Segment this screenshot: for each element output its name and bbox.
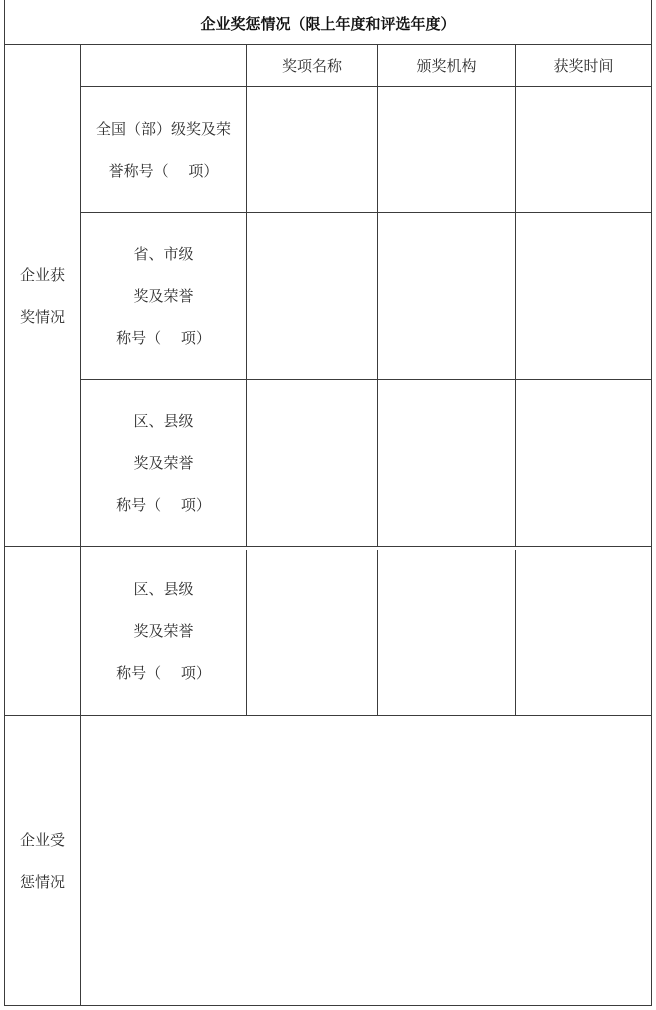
row-label-line: 誉称号（ 项） xyxy=(108,161,219,180)
form-title: 企业奖惩情况（限上年度和评选年度） xyxy=(200,14,456,33)
row-district-award-name-cell[interactable] xyxy=(247,380,377,546)
table-bottom-border xyxy=(4,1005,652,1006)
awards-label-line2: 奖情况 xyxy=(19,307,65,326)
row4-side-blank xyxy=(5,547,80,715)
row-label-line: 称号（ 项） xyxy=(116,496,211,514)
row-provincial-label xyxy=(81,213,246,379)
row-label-line: 奖及荣誉 xyxy=(133,454,194,472)
row-label-line: 奖及荣誉 xyxy=(133,622,194,640)
header-category-blank xyxy=(81,45,246,86)
table-right-border xyxy=(651,0,652,1006)
punish-label-line1: 企业受 xyxy=(19,830,65,849)
punish-label-line2: 惩情况 xyxy=(19,872,65,891)
row-label-line: 全国（部）级奖及荣 xyxy=(95,119,231,138)
row-national-label xyxy=(81,87,246,212)
header-issuer: 颁奖机构 xyxy=(416,57,477,75)
row-label-line: 省、市级 xyxy=(133,245,194,263)
row-label-line: 称号（ 项） xyxy=(116,329,211,347)
row-label-line: 区、县级 xyxy=(133,580,194,598)
row-district-2-label xyxy=(81,547,246,715)
awards-label-line1: 企业获 xyxy=(19,265,65,284)
row-national-issuer-cell[interactable] xyxy=(378,87,515,212)
row-provincial-award-name-cell[interactable] xyxy=(247,213,377,379)
row-district-2-award-name-cell[interactable] xyxy=(247,550,377,715)
punish-section-label xyxy=(5,716,80,1005)
row-district-label xyxy=(81,380,246,546)
row-national-award-name-cell[interactable] xyxy=(247,87,377,212)
punish-content-cell[interactable] xyxy=(81,716,651,1005)
header-award-time: 获奖时间 xyxy=(553,57,614,75)
row-label-line: 称号（ 项） xyxy=(116,664,211,682)
awards-section-label xyxy=(5,45,80,546)
row-district-time-cell[interactable] xyxy=(516,380,651,546)
row-national-time-cell[interactable] xyxy=(516,87,651,212)
row-district-2-issuer-cell[interactable] xyxy=(378,550,515,715)
row-district-2-time-cell[interactable] xyxy=(516,550,651,715)
row-provincial-time-cell[interactable] xyxy=(516,213,651,379)
row-district-issuer-cell[interactable] xyxy=(378,380,515,546)
row-provincial-issuer-cell[interactable] xyxy=(378,213,515,379)
row-label-line: 区、县级 xyxy=(133,412,194,430)
row-label-line: 奖及荣誉 xyxy=(133,287,194,305)
header-award-name: 奖项名称 xyxy=(281,57,342,75)
